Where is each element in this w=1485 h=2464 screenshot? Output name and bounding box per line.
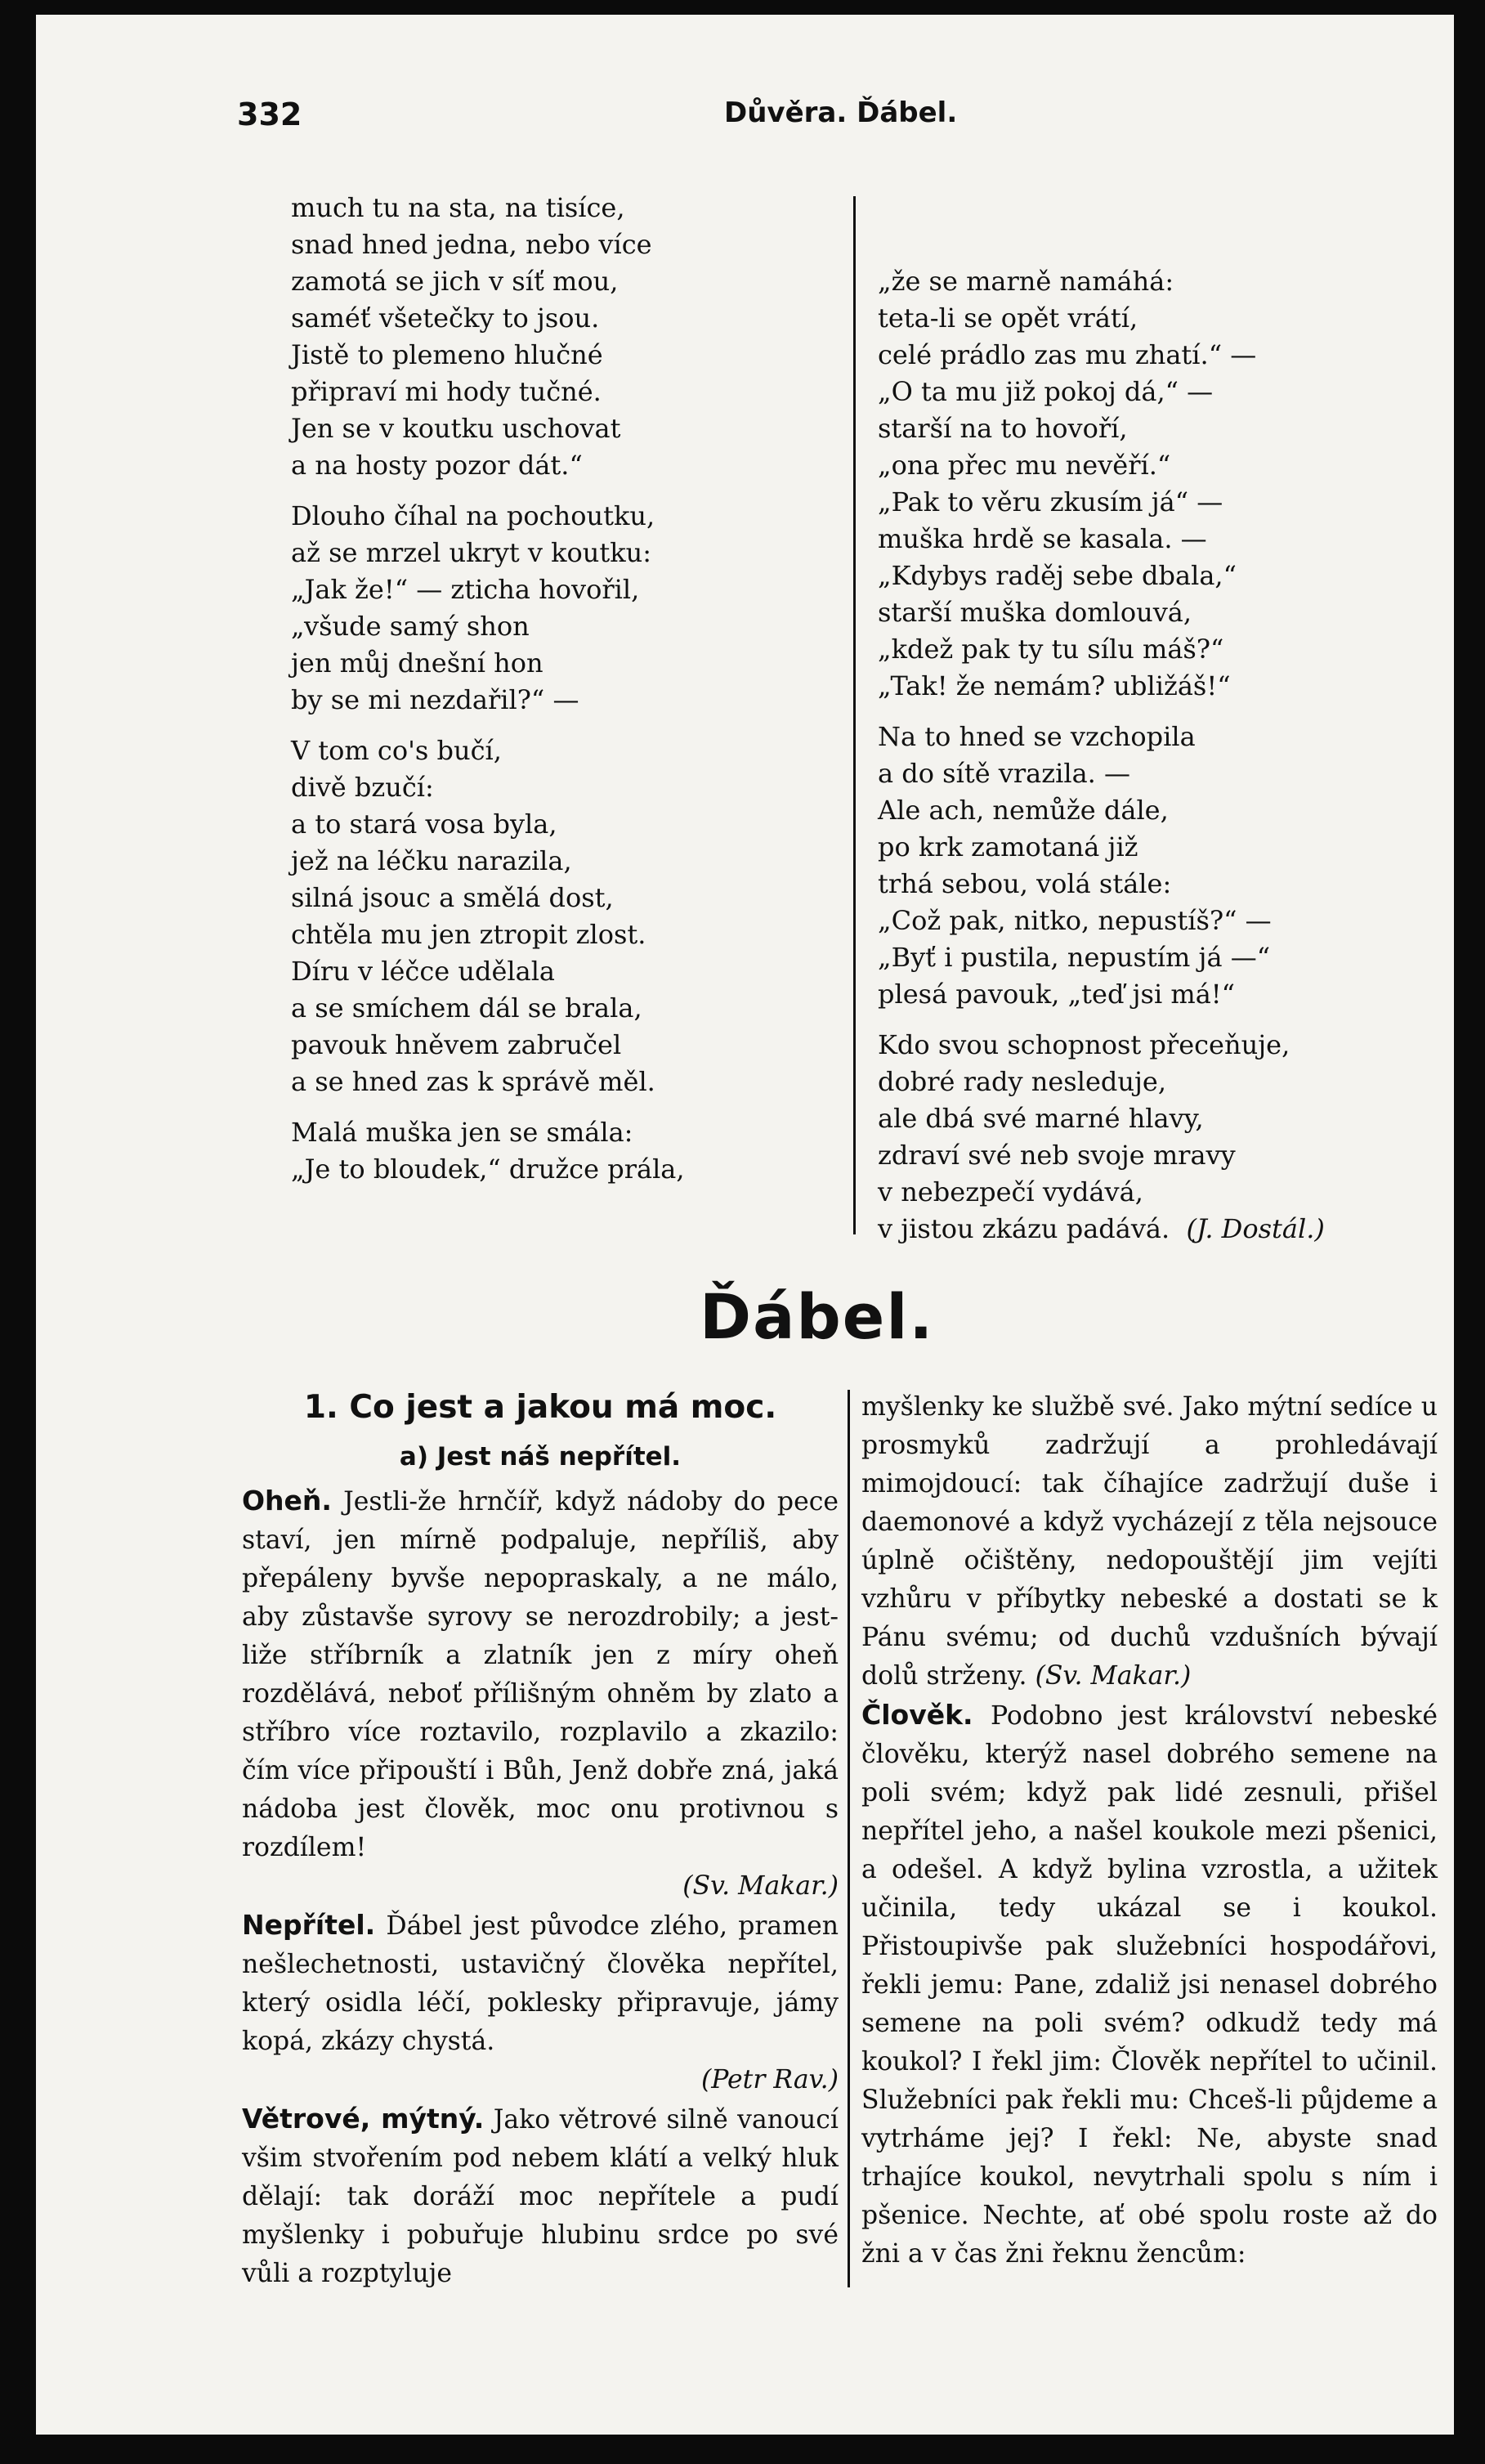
left-stanza — [291, 732, 830, 1100]
poem-line: jež na léčku narazila, — [291, 845, 572, 876]
page-number: 332 — [237, 96, 302, 132]
poem-line: v nebezpečí vydává, — [878, 1176, 1143, 1207]
paragraph-vetrove — [242, 2099, 839, 2293]
poem-line: „že se marně namáhá: — [878, 266, 1174, 297]
poem-line: divě bzučí: — [291, 772, 434, 803]
paragraph-vetrove-text: Jako větrové silně vanoucí všim stvořením pod nebem klátí a velký hluk dělají: tak doráží moc nepřítele a pudí myšlenky i pobuřuje hlubinu srdce po své vůli a rozptyluje — [242, 2105, 839, 2288]
poem-line: Jen se v koutku uschovat — [291, 413, 621, 444]
right-stanza — [878, 263, 1434, 705]
poem-line: „Kdybys raděj sebe dbala,“ — [878, 560, 1237, 591]
poem-line: muška hrdě se kasala. — — [878, 523, 1207, 554]
poem-line: starší muška domlouvá, — [878, 597, 1192, 628]
chapter-heading: 1. Co jest a jakou má moc. — [303, 1389, 777, 1426]
poem-line: „Což pak, nitko, nepustíš?“ — — [878, 905, 1272, 936]
poem-line: dobré rady nesleduje, — [878, 1066, 1167, 1097]
poem-line: a do sítě vrazila. — — [878, 758, 1130, 789]
poem-line: Dlouho číhal na pochoutku, — [291, 500, 655, 531]
poem-line: silná jsouc a smělá dost, — [291, 882, 614, 913]
paragraph-nepritel-text: Ďábel jest původce zlého, pramen nešlechetnosti, ustavičný člověka nepřítel, který osidla léčí, poklesky připravuje, jámy kopá, zkázy chystá. — [242, 1911, 839, 2056]
poem-line: Kdo svou schopnost přeceňuje, — [878, 1029, 1290, 1060]
paragraph-ohen-text: Jestli-že hrnčíř, když nádoby do pece staví, jen mírně podpaluje, nepříliš, aby přepáleny byvše nepopraskaly, a ne málo, aby zůstavše syrovy se nerozdrobily; a jest-liže stříbrník a zlatník jen z míry oheň rozdělává, neboť přílišným ohněm by zlato a stříbro více roztavilo, rozplavilo a zkazilo: čím více připouští i Bůh, Jenž dobře zná, jaká nádoba jest člověk, moc onu protivnou s rozdílem! — [242, 1487, 839, 1862]
source-makar: (Sv. Makar.) — [682, 1871, 839, 1901]
poem-line: zamotá se jich v síť mou, — [291, 266, 619, 297]
poem-line: a na hosty pozor dát.“ — [291, 450, 583, 481]
poem-line: „Tak! že nemám? ubližáš!“ — [878, 670, 1231, 701]
poem-line: celé prádlo zas mu zhatí.“ — — [878, 339, 1257, 370]
poem-source: (J. Dostál.) — [1186, 1213, 1325, 1244]
poem-line: připraví mi hody tučné. — [291, 376, 602, 407]
right-stanza — [878, 1027, 1434, 1248]
keyword-nepritel: Nepřítel. — [242, 1909, 376, 1941]
poem-line: snad hned jedna, nebo více — [291, 229, 652, 260]
poem-line: zdraví své neb svoje mravy — [878, 1140, 1236, 1171]
poem-line: trhá sebou, volá stále: — [878, 868, 1172, 899]
poem-line: pavouk hněvem zabručel — [291, 1029, 622, 1060]
paragraph-mytni-text: myšlenky ke službě své. Jako mýtní sedíce u prosmyků zadržují a prohledávají mimojdoucí: tak číhajíce zadržují duše i daemonové a když vycházejí z těla nejsouce úplně očištěny, nedopouštějí jim vejíti vzhůru v příbytky nebeské a dostati se k Pánu svému; od duchů vzdušních bývají dolů strženy. — [861, 1392, 1438, 1691]
poem-line: „všude samý shon — [291, 611, 530, 642]
poem-line: „O ta mu již pokoj dá,“ — — [878, 376, 1214, 407]
poem-line: teta-li se opět vrátí, — [878, 302, 1138, 334]
poem-column-divider — [853, 196, 856, 1234]
poem-right-column — [878, 190, 1434, 1261]
poem-line: a to stará vosa byla, — [291, 809, 557, 840]
poem-line: po krk zamotaná již — [878, 831, 1138, 862]
paragraph-ohen — [242, 1481, 839, 1867]
poem-line: „Jak že!“ — zticha hovořil, — [291, 574, 640, 605]
running-title: Důvěra. Ďábel. — [724, 96, 958, 129]
poem-left-column — [291, 190, 830, 1202]
keyword-vetrove: Větrové, mýtný. — [242, 2103, 485, 2135]
poem-line: „kdež pak ty tu sílu máš?“ — [878, 634, 1224, 665]
poem-line: Ale ach, nemůže dále, — [878, 795, 1169, 826]
poem-line: až se mrzel ukryt v koutku: — [291, 537, 652, 568]
page-header — [36, 96, 1454, 146]
source-petr-rav: (Petr Rav.) — [700, 2065, 839, 2094]
paragraph-clovek — [861, 1696, 1438, 2274]
poem-line: Malá muška jen se smála: — [291, 1117, 633, 1148]
poem-line: Jistě to plemeno hlučné — [291, 339, 603, 370]
poem-line: by se mi nezdařil?“ — — [291, 684, 579, 715]
poem-line: a se hned zas k správě měl. — [291, 1066, 655, 1097]
poem-line: Na to hned se vzchopila — [878, 721, 1196, 752]
poem-line: v jistou zkázu padává. — [878, 1213, 1170, 1244]
poem-line: ale dbá své marné hlavy, — [878, 1103, 1204, 1134]
poem-line: V tom co's bučí, — [291, 735, 502, 766]
poem-line: plesá pavouk, „teď jsi má!“ — [878, 979, 1235, 1010]
poem-line: saméť všetečky to jsou. — [291, 302, 600, 334]
paragraph-nepritel — [242, 1906, 839, 2061]
poem-line: „Je to bloudek,“ družce prála, — [291, 1154, 685, 1185]
poem-line: a se smíchem dál se brala, — [291, 992, 642, 1024]
poem-line: „ona přec mu nevěří.“ — [878, 450, 1171, 481]
poem-line: „Byť i pustila, nepustím já —“ — [878, 942, 1271, 973]
section-title: Ďábel. — [700, 1280, 935, 1353]
book-page — [36, 15, 1454, 2435]
poem-line: chtěla mu jen ztropit zlost. — [291, 919, 646, 950]
chapter-subheading: a) Jest náš nepřítel. — [399, 1442, 682, 1472]
prose-right-column — [861, 1388, 1438, 2274]
poem-line: Díru v léčce udělala — [291, 956, 555, 987]
prose-left-column — [242, 1388, 839, 2293]
right-stanza — [878, 719, 1434, 1013]
poem-line: much tu na sta, na tisíce, — [291, 192, 625, 223]
poem-last-line — [878, 1211, 1434, 1248]
paragraph-mytni-continued — [861, 1388, 1438, 1696]
left-stanza — [291, 498, 830, 719]
keyword-ohen: Oheň. — [242, 1485, 332, 1516]
prose-column-divider — [848, 1390, 850, 2287]
paragraph-clovek-text: Podobno jest království nebeské člověku, kterýž nasel dobrého semene na poli svém; když pak lidé zesnuli, přišel nepřítel jeho, a našel koukole mezi pšenici, a odešel. A když bylina vzrostla, a užitek učinila, tedy ukázal se i koukol. Přistoupivše pak služebníci hospodářovi, řekli jemu: Pane, zdaliž jsi nenasel dobrého semene na poli svém? odkudž tedy má koukol? I řekl jim: Člověk nepřítel to učinil. Služebníci pak řekli mu: Chceš-li půjdeme a vytrháme jej? I řekl: Ne, abyste snad trhajíce koukol, nevytrhali spolu s ním i pšenice. Nechte, ať obé spolu roste až do žni a v čas žni řeknu žencům: — [861, 1701, 1438, 2269]
poem-line: „Pak to věru zkusím já“ — — [878, 486, 1223, 517]
poem-line: jen můj dnešní hon — [291, 647, 543, 679]
left-stanza — [291, 190, 830, 484]
poem-line: starší na to hovoří, — [878, 413, 1128, 444]
keyword-clovek: Člověk. — [861, 1699, 973, 1731]
left-stanza — [291, 1114, 830, 1188]
source-makar-inline: (Sv. Makar.) — [1035, 1661, 1192, 1691]
